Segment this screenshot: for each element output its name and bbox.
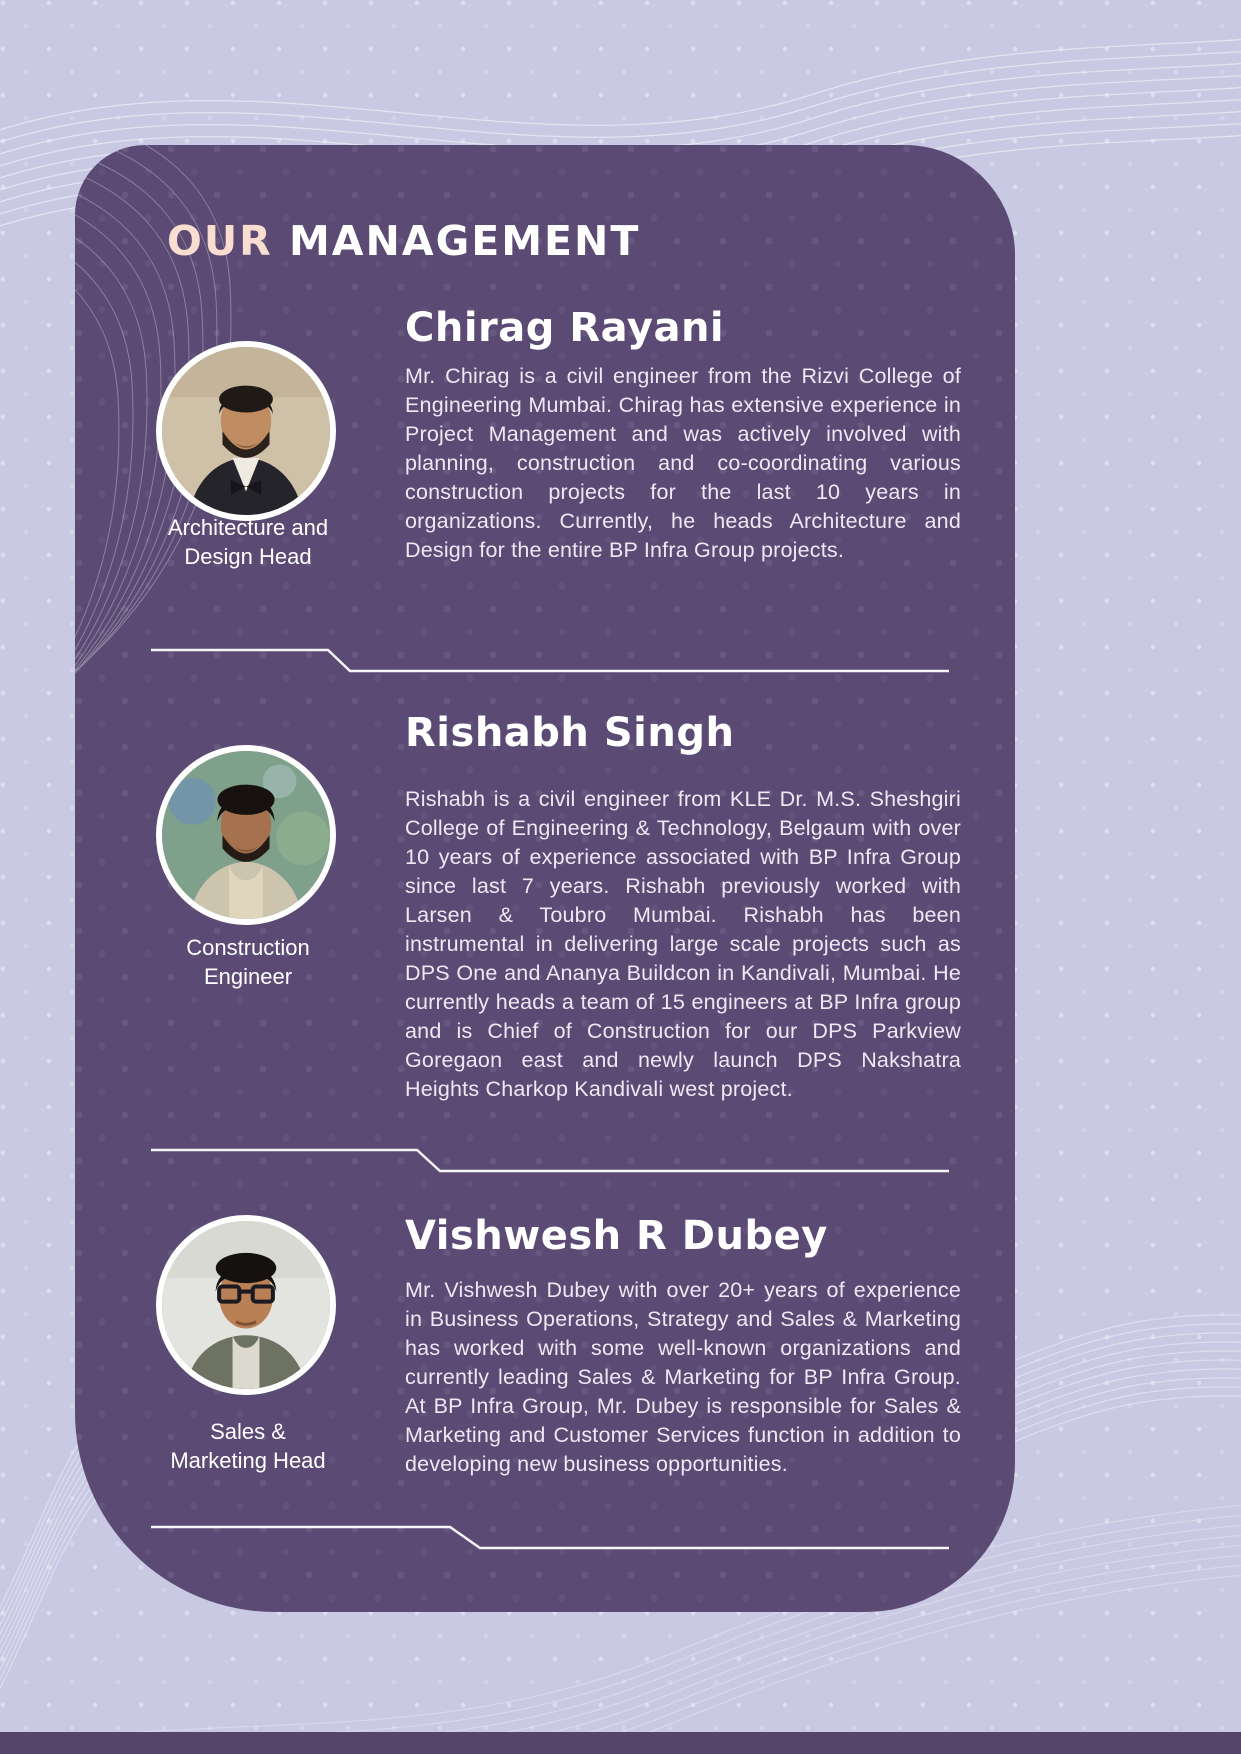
- section-divider: [150, 1148, 950, 1174]
- section-divider: [150, 1525, 950, 1551]
- person-avatar-icon: [162, 751, 330, 919]
- member-role-rishabh: Construction Engineer: [186, 935, 310, 990]
- member-bio-vishwesh: Mr. Vishwesh Dubey with over 20+ years of experience in Business Operations, Strategy and Sales & Marketing has worked with some well-known organizations and currently leading Sales & Marketing for BP Infra Group. At BP Infra Group, Mr. Dubey is responsible for Sales & Marketing and Customer Services function in addition to developing new business opportunities.: [405, 1278, 961, 1476]
- member-photo-rishabh: [156, 745, 336, 925]
- member-photo-chirag: [156, 341, 336, 521]
- member-bio-rishabh: Rishabh is a civil engineer from KLE Dr. M.S. Sheshgiri College of Engineering & Technology, Belgaum with over 10 years of experience associated with BP Infra Group since last 7 years. Rishabh previously worked with Larsen & Toubro Mumbai. Rishabh has been instrumental in delivering large scale projects such as DPS One and Ananya Buildcon in Kandivali, Mumbai. He currently heads a team of 15 engineers at BP Infra group and is Chief of Construction for our DPS Parkview Goregaon east and newly launch DPS Nakshatra Heights Charkop Kandivali west project.: [405, 787, 961, 1101]
- member-name-rishabh: Rishabh Singh: [405, 710, 735, 756]
- person-avatar-icon: [162, 347, 330, 515]
- member-bio-chirag: Mr. Chirag is a civil engineer from the Rizvi College of Engineering Mumbai. Chirag has extensive experience in Project Management and was actively involved with planning, construction and co-coordinating various construction projects for the last 10 years in organizations. Currently, he heads Architecture and Design for the entire BP Infra Group projects.: [405, 364, 961, 562]
- footer-bar: [0, 1732, 1241, 1754]
- member-role-vishwesh: Sales & Marketing Head: [170, 1419, 326, 1474]
- management-card: [75, 145, 1015, 1612]
- member-name-chirag: Chirag Rayani: [405, 305, 725, 351]
- person-avatar-icon: [162, 1221, 330, 1389]
- section-divider: [150, 648, 950, 674]
- page-title-rest: MANAGEMENT: [272, 217, 641, 265]
- page-title-accent: OUR: [167, 217, 273, 265]
- page-title: [167, 217, 640, 265]
- member-photo-vishwesh: [156, 1215, 336, 1395]
- member-name-vishwesh: Vishwesh R Dubey: [405, 1213, 828, 1259]
- member-role-chirag: Architecture and Design Head: [167, 515, 329, 570]
